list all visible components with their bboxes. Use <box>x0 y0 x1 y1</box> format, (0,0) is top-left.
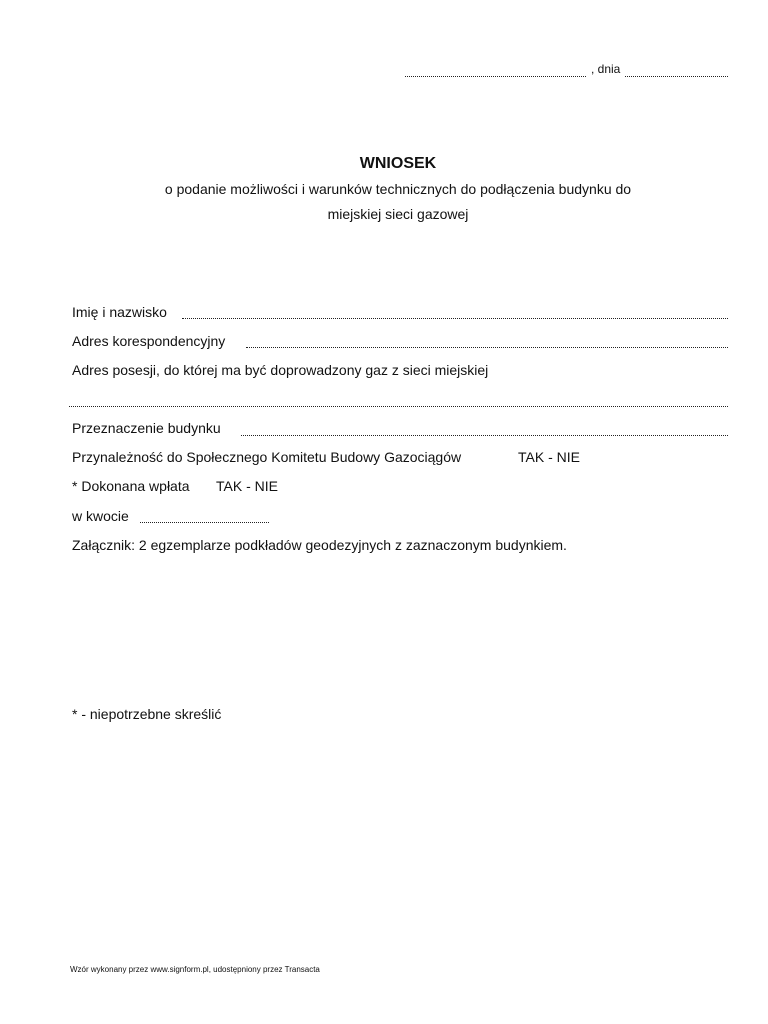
amount-label: w kwocie <box>72 508 129 524</box>
page-footer: Wzór wykonany przez www.signform.pl, udostępniony przez Transacta <box>70 965 320 974</box>
date-label: , dnia <box>591 62 621 76</box>
document-subtitle-line1: o podanie możliwości i warunków technicznych do podłączenia budynku do <box>164 181 632 197</box>
payment-made-label: * Dokonana wpłata <box>72 478 190 494</box>
property-address-label: Adres posesji, do której ma być doprowadzony gaz z sieci miejskiej <box>72 362 489 378</box>
strike-out-note: * - niepotrzebne skreślić <box>72 706 222 722</box>
correspondence-address-label: Adres korespondencyjny <box>72 333 226 349</box>
payment-made-options[interactable]: TAK - NIE <box>216 478 278 494</box>
document-title: WNIOSEK <box>359 155 437 172</box>
building-purpose-label: Przeznaczenie budynku <box>72 420 221 436</box>
name-fill-line[interactable] <box>182 318 728 319</box>
property-address-fill-line[interactable] <box>69 406 728 407</box>
committee-membership-label: Przynależność do Społecznego Komitetu Budowy Gazociągów <box>72 449 462 465</box>
attachment-note: Załącznik: 2 egzemplarze podkładów geodezyjnych z zaznaczonym budynkiem. <box>72 537 567 553</box>
committee-membership-options[interactable]: TAK - NIE <box>518 449 580 465</box>
document-subtitle-line2: miejskiej sieci gazowej <box>327 206 469 222</box>
date-fill-line[interactable] <box>625 76 728 77</box>
name-label: Imię i nazwisko <box>72 304 167 320</box>
amount-fill-line[interactable] <box>140 522 269 523</box>
building-purpose-fill-line[interactable] <box>241 435 728 436</box>
place-fill-line[interactable] <box>405 76 586 77</box>
correspondence-address-fill-line[interactable] <box>246 347 728 348</box>
